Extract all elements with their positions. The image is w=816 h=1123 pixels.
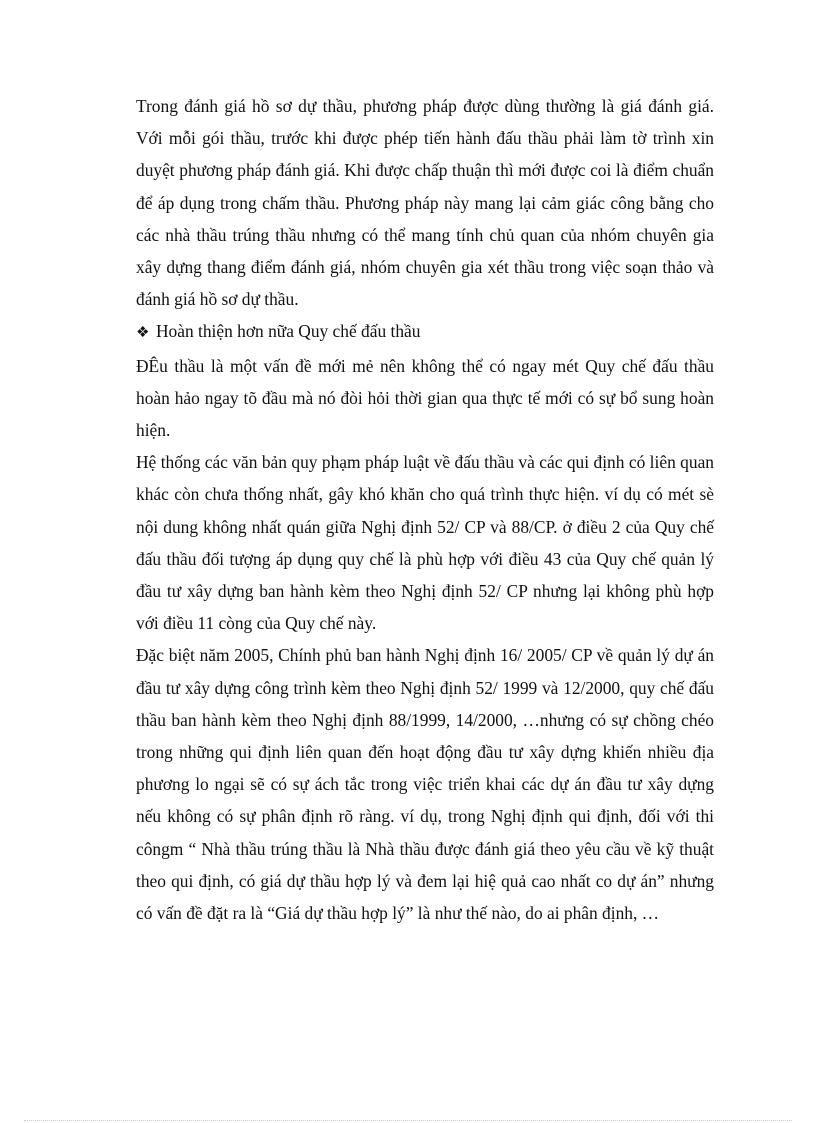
document-body [136,90,714,929]
section-heading [136,315,714,349]
paragraph-evaluation-method: Trong đánh giá hồ sơ dự thầu, phương pháp được dùng thường là giá đánh giá. Với mỗi gói thầu, trước khi được phép tiến hành đấu thầu phải làm tờ trình xin duyệt phương pháp đánh giá. Khi được chấp thuận thì mới được coi là điểm chuẩn để áp dụng trong chấm thầu. Phương pháp này mang lại cảm giác công bằng cho các nhà thầu trúng thầu nhưng có thể mang tính chủ quan của nhóm chuyên gia xây dựng thang điểm đánh giá, nhóm chuyên gia xét thầu trong việc soạn thảo và đánh giá hồ sơ dự thầu. [136,96,714,310]
section-heading-text: Hoàn thiện hơn nữa Quy chế đấu thầu [156,321,421,342]
paragraph-regulation-intro: ĐÊu thầu là một vấn đề mới mẻ nên không thể có ngay mét Quy chế đấu thầu hoàn hảo ngay tõ đầu mà nó đòi hỏi thời gian qua thực tế mới có sự bổ sung hoàn hiện. [136,355,714,441]
paragraph-decree-2005: Đặc biệt năm 2005, Chính phủ ban hành Nghị định 16/ 2005/ CP về quản lý dự án đầu tư xây dựng công trình kèm theo Nghị định 52/ 1999 và 12/2000, quy chế đấu thầu ban hành kèm theo Nghị định 88/1999, 14/2000, …nhưng có sự chồng chéo trong những qui định liên quan đến hoạt động đầu tư xây dựng khiến nhiều địa phương lo ngại sẽ có sự ách tắc trong việc triển khai các dự án đầu tư xây dựng nếu không có sự phân định rõ ràng. ví dụ, trong Nghị định qui định, đối với thi côngm “ Nhà thầu trúng thầu là Nhà thầu được đánh giá theo yêu cầu về kỹ thuật theo qui định, có giá dự thầu hợp lý và đem lại hiệ quả cao nhất co dự án” nhưng có vấn đề đặt ra là “Giá dự thầu hợp lý” là như thế nào, do ai phân định, … [136,645,714,924]
diamond-bullet-icon: ❖ [136,325,150,342]
paragraph-legal-inconsistency: Hệ thống các văn bản quy phạm pháp luật về đấu thầu và các qui định có liên quan khác còn chưa thống nhất, gây khó khăn cho quá trình thực hiện. ví dụ có mét sè nội dung không nhất quán giữa Nghị định 52/ CP và 88/CP. ở điều 2 của Quy chế đấu thầu đối tượng áp dụng quy chế là phù hợp với điều 43 của Quy chế quản lý đầu tư xây dựng ban hành kèm theo Nghị định 52/ CP nhưng lại không phù hợp với điều 11 còng của Quy chế này. [136,452,714,634]
page-bottom-divider [24,1120,792,1121]
